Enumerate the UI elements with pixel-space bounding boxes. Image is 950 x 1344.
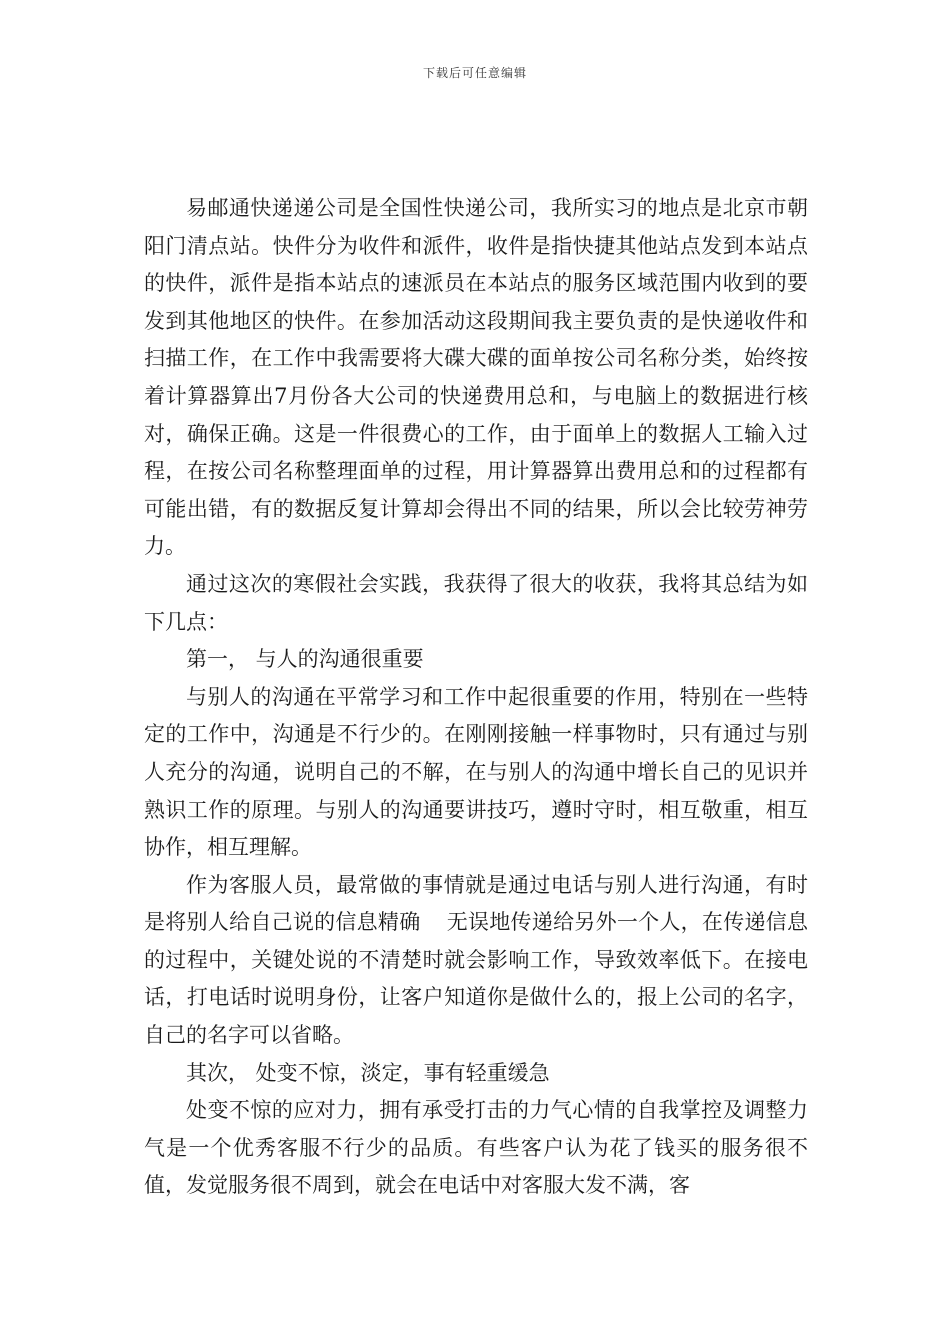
heading-point-two: 其次， 处变不惊，淡定，事有轻重缓急 — [186, 1060, 550, 1085]
page-header: 下载后可任意编辑 — [422, 66, 527, 80]
paragraph-customer-service-part2: 无误地传递给另外一个人，在传递信息的过程中，关键处说的不清楚时就会影响工作，导致效率低下。在接电话，打电话时说明身份，让客户知道你是做什么的，报上公司的名字，自己的名字可以省略。 — [144, 910, 809, 1048]
document-body — [144, 190, 808, 1205]
heading-point-one: 第一， 与人的沟通很重要 — [186, 647, 424, 672]
paragraph-customer-service — [144, 867, 808, 1055]
paragraph-customer-service-part1: 作为客服人员，最常做的事情就是通过电话与别人进行沟通，有时是将别人给自己说的信息精确 — [144, 872, 808, 935]
paragraph-summary-intro: 通过这次的寒假社会实践，我获得了很大的收获，我将其总结为如下几点： — [144, 571, 808, 634]
paragraph-composure: 处变不惊的应对力，拥有承受打击的力气心情的自我掌控及调整力气是一个优秀客服不行少的品质。有些客户认为花了钱买的服务很不值，发觉服务很不周到，就会在电话中对客服大发不满，客 — [144, 1098, 808, 1198]
paragraph-communication: 与别人的沟通在平常学习和工作中起很重要的作用，特别在一些特定的工作中，沟通是不行少的。在刚刚接触一样事物时，只有通过与别人充分的沟通，说明自己的不解，在与别人的沟通中增长自己的见识并熟识工作的原理。与别人的沟通要讲技巧，遵时守时，相互敬重，相互协作，相互理解。 — [144, 684, 808, 860]
paragraph-intro: 易邮通快递递公司是全国性快递公司，我所实习的地点是北京市朝阳门清点站。快件分为收件和派件，收件是指快捷其他站点发到本站点的快件，派件是指本站点的速派员在本站点的服务区域范围内收到的要发到其他地区的快件。在参加活动这段期间我主要负责的是快递收件和扫描工作，在工作中我需要将大碟大碟的面单按公司名称分类，始终按着计算器算出7月份各大公司的快递费用总和，与电脑上的数据进行核对，确保正确。这是一件很费心的工作，由于面单上的数据人工输入过程，在按公司名称整理面单的过程，用计算器算出费用总和的过程都有可能出错，有的数据反复计算却会得出不同的结果，所以会比较劳神劳力。 — [144, 196, 808, 559]
